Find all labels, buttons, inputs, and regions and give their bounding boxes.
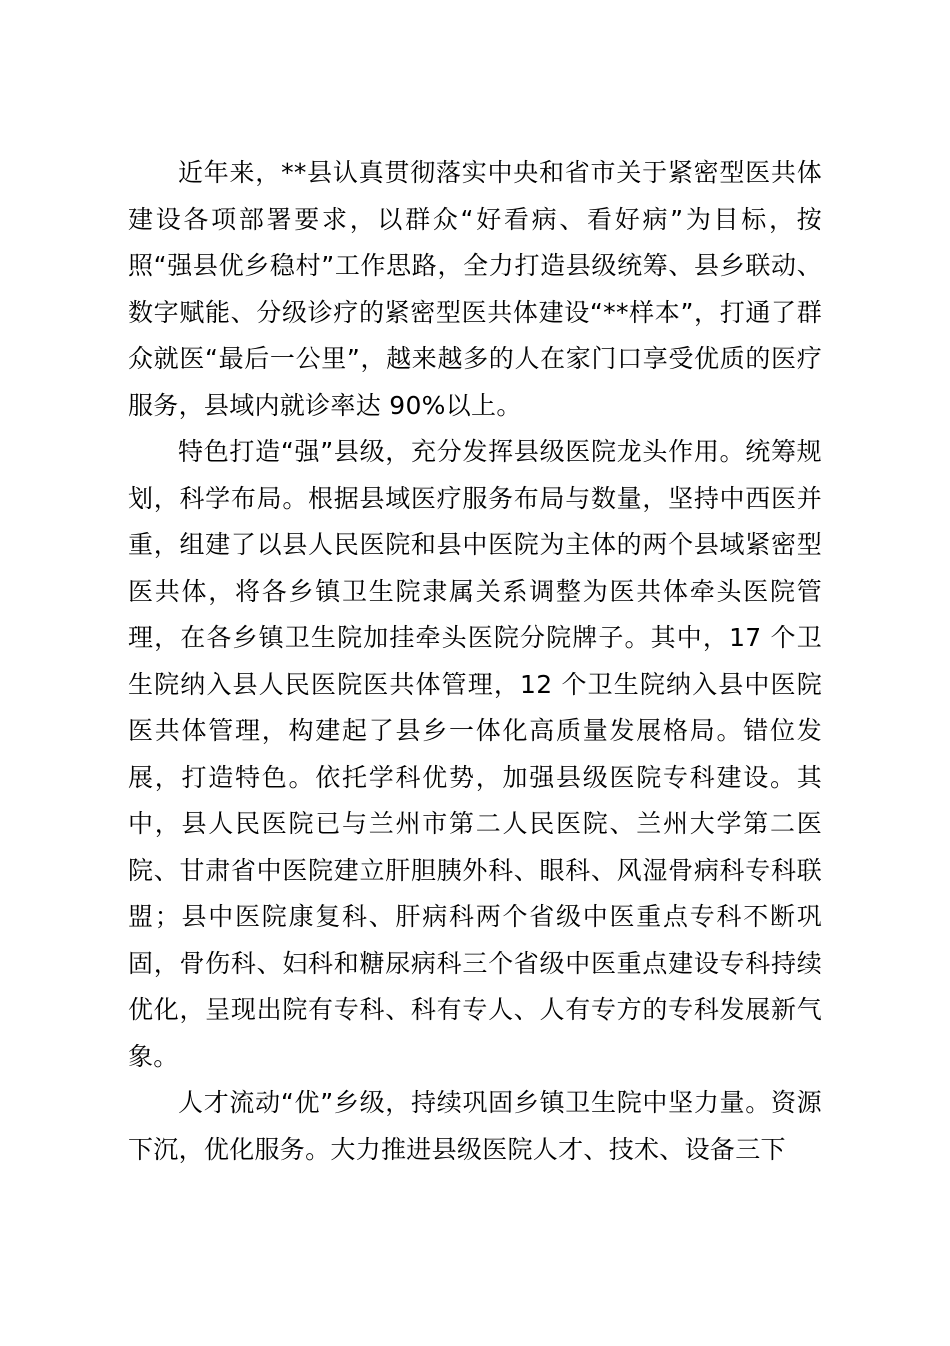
document-page <box>128 150 822 1173</box>
paragraph-intro: 近年来，**县认真贯彻落实中央和省市关于紧密型医共体建设各项部署要求，以群众“好看病、看好病”为目标，按照“强县优乡稳村”工作思路，全力打造县级统筹、县乡联动、数字赋能、分级诊疗的紧密型医共体建设“**样本”，打通了群众就医“最后一公里”，越来越多的人在家门口享受优质的医疗服务，县域内就诊率达 90%以上。 <box>128 158 822 420</box>
paragraph-township-level: 人才流动“优”乡级，持续巩固乡镇卫生院中坚力量。资源下沉，优化服务。大力推进县级医院人才、技术、设备三下 <box>128 1088 822 1164</box>
paragraph-county-level: 特色打造“强”县级，充分发挥县级医院龙头作用。统筹规划，科学布局。根据县域医疗服务布局与数量，坚持中西医并重，组建了以县人民医院和县中医院为主体的两个县域紧密型医共体，将各乡镇卫生院隶属关系调整为医共体牵头医院管理，在各乡镇卫生院加挂牵头医院分院牌子。其中，17 个卫生院纳入县人民医院医共体管理，12 个卫生院纳入县中医院医共体管理，构建起了县乡一体化高质量发展格局。错位发展，打造特色。依托学科优势，加强县级医院专科建设。其中，县人民医院已与兰州市第二人民医院、兰州大学第二医院、甘肃省中医院建立肝胆胰外科、眼科、风湿骨病科专科联盟；县中医院康复科、肝病科两个省级中医重点专科不断巩固，骨伤科、妇科和糖尿病科三个省级中医重点建设专科持续优化，呈现出院有专科、科有专人、人有专方的专科发展新气象。 <box>128 437 822 1071</box>
